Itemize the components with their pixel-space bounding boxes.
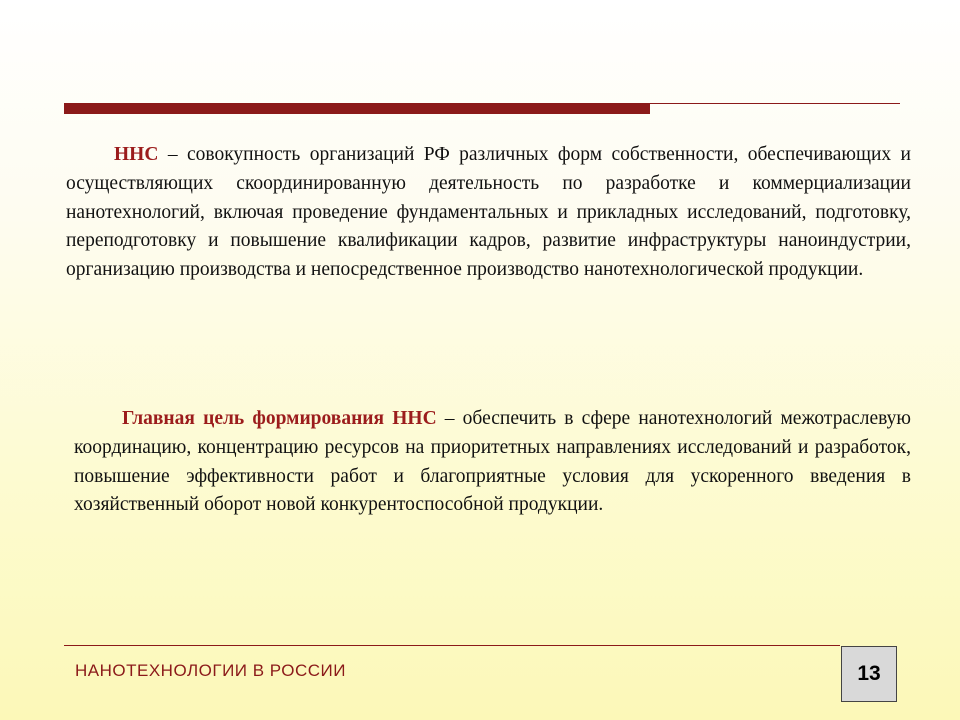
- definition-paragraph: [66, 141, 911, 285]
- page-number: 13: [841, 646, 897, 702]
- goal-paragraph: [74, 405, 911, 520]
- goal-text: – обеспечить в сфере нанотехнологий межотраслевую координацию, концентрацию ресурсов на приоритетных направлениях исследований и разработок, повышение эффективности работ и благоприятные условия для ускоренного введения в хозяйственный оборот новой конкурентоспособной продукции.: [74, 408, 911, 516]
- goal-term: Главная цель формирования ННС: [122, 408, 437, 429]
- footer-divider: [64, 645, 840, 646]
- definition-term: ННС: [114, 144, 159, 165]
- definition-text: – совокупность организаций РФ различных форм собственности, обеспечивающих и осуществляющих скоординированную деятельность по разработке и коммерциализации нанотехнологий, включая проведение фундаментальных и прикладных исследований, подготовку, переподготовку и повышение квалификации кадров, развитие инфраструктуры наноиндустрии, организацию производства и непосредственное производство нанотехнологической продукции.: [66, 144, 911, 281]
- header-divider-thick: [64, 103, 650, 114]
- footer-title: НАНОТЕХНОЛОГИИ В РОССИИ: [75, 661, 346, 680]
- header-divider-thin: [650, 103, 900, 104]
